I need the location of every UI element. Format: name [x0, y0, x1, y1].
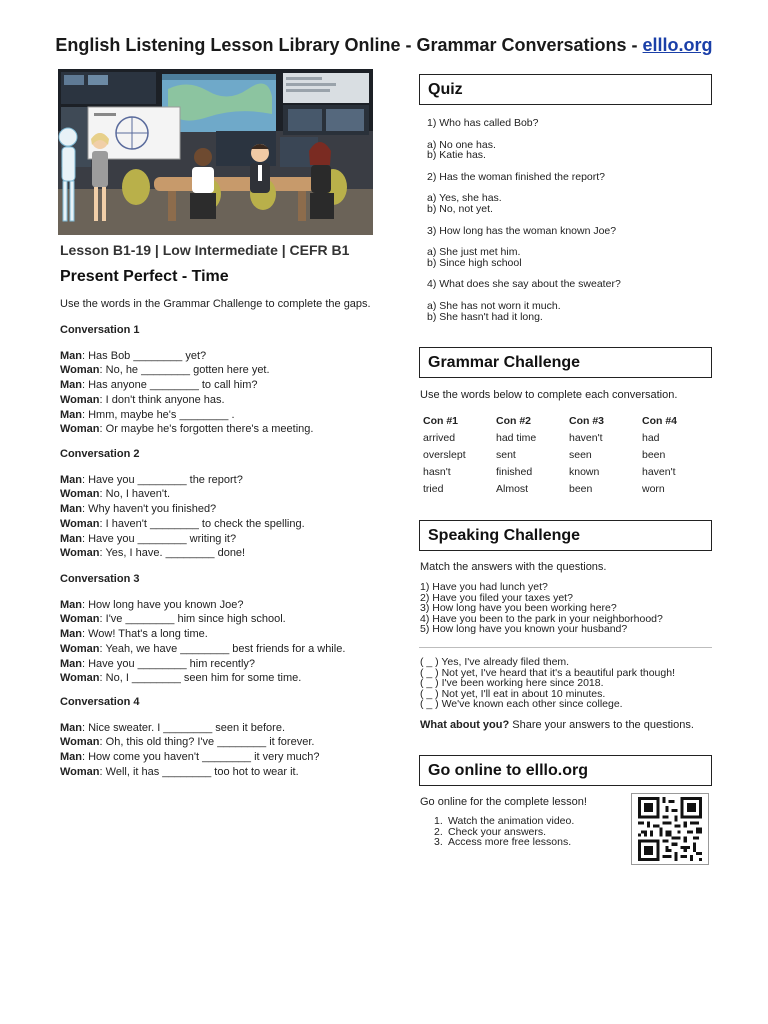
table-row	[423, 446, 715, 463]
table-header: Con #3	[569, 414, 605, 427]
quiz-question: 4) What does she say about the sweater?	[427, 278, 621, 291]
grammar-challenge-instruction: Use the words below to complete each conversation.	[420, 389, 678, 401]
conversation-line	[60, 408, 380, 423]
section-divider	[419, 647, 712, 648]
conversation-line	[60, 363, 380, 378]
grammar-word-table	[423, 412, 715, 497]
table-cell: been	[642, 448, 666, 461]
speaker: Man	[60, 598, 82, 611]
quiz-option: a) She has not worn it much.	[427, 299, 561, 312]
line-text: : No, I ________ seen him for some time.	[99, 672, 302, 685]
table-cell: worn	[642, 482, 665, 495]
conversation-line	[60, 765, 380, 780]
line-text: : I haven't ________ to check the spelling.	[99, 517, 305, 530]
line-text: : Have you ________ the report?	[82, 473, 243, 486]
what-about-you	[420, 719, 694, 731]
line-text: : Nice sweater. I ________ seen it before.	[82, 721, 286, 734]
quiz-question: 1) Who has called Bob?	[427, 117, 539, 129]
line-text: : Or maybe he's forgotten there's a meeting.	[99, 423, 314, 436]
table-header: Con #1	[423, 414, 459, 427]
table-row	[423, 480, 715, 497]
site-link[interactable]: elllo.org	[642, 35, 713, 55]
conversation-line	[60, 612, 380, 627]
speaker: Woman	[60, 736, 100, 749]
line-text: : Has anyone ________ to call him?	[82, 379, 258, 392]
speaking-answer: ( _ ) Not yet, I've heard that it's a beautiful park though!	[420, 666, 675, 679]
quiz-option: b) No, not yet.	[427, 202, 493, 215]
go-online-title: Go online to elllo.org	[419, 755, 712, 786]
line-text: : Oh, this old thing? I've ________ it forever.	[99, 736, 315, 749]
table-cell: seen	[569, 448, 592, 461]
table-header-row	[423, 412, 715, 429]
line-text: : Has Bob ________ yet?	[82, 349, 207, 362]
conversation-3	[60, 572, 380, 686]
table-cell: hasn't	[423, 465, 451, 478]
speaker: Man	[60, 349, 82, 362]
line-text: : Well, it has ________ too hot to wear it.	[99, 765, 299, 778]
quiz-question: 3) How long has the woman known Joe?	[427, 224, 617, 237]
conversation-heading: Conversation 1	[60, 324, 140, 336]
step-text: Watch the animation video.	[448, 815, 575, 827]
line-text: : How come you haven't ________ it very much?	[82, 751, 320, 764]
conversation-2	[60, 447, 380, 561]
line-text: : I don't think anyone has.	[99, 393, 225, 406]
speaking-question: 3) How long have you been working here?	[420, 602, 617, 615]
speaker: Man	[60, 473, 82, 486]
speaking-question: 2) Have you filed your taxes yet?	[420, 591, 573, 604]
line-text: : No, he ________ gotten here yet.	[99, 364, 270, 377]
list-item	[434, 836, 574, 849]
table-cell: overslept	[423, 448, 466, 461]
quiz-option: a) She just met him.	[427, 246, 521, 259]
what-about-you-bold: What about you?	[420, 719, 510, 731]
lesson-title: Present Perfect - Time	[60, 268, 229, 285]
table-cell: arrived	[423, 431, 456, 444]
line-text: : Why haven't you finished?	[82, 503, 217, 516]
speaker: Woman	[60, 672, 100, 685]
table-cell: haven't	[569, 431, 603, 444]
quiz-option: b) Since high school	[427, 256, 522, 269]
conversation-line	[60, 487, 380, 502]
speaking-question: 4) Have you been to the park in your neighborhood?	[420, 612, 663, 625]
conversation-1	[60, 323, 380, 437]
table-cell: known	[569, 465, 600, 478]
conversation-line	[60, 349, 380, 364]
line-text: : How long have you known Joe?	[82, 598, 244, 611]
line-text: : No, I haven't.	[99, 488, 171, 501]
table-cell: haven't	[642, 465, 676, 478]
table-cell: had	[642, 431, 660, 444]
line-text: : Wow! That's a long time.	[82, 628, 208, 641]
quiz-option: a) Yes, she has.	[427, 192, 502, 205]
conversation-line	[60, 532, 380, 547]
table-cell: sent	[496, 448, 516, 461]
speaker: Man	[60, 379, 82, 392]
line-text: : Have you ________ writing it?	[82, 532, 237, 545]
speaker: Man	[60, 408, 82, 421]
conversation-heading: Conversation 2	[60, 448, 140, 460]
conversation-line	[60, 671, 380, 686]
speaker: Man	[60, 657, 82, 670]
line-text: : Hmm, maybe he's ________ .	[82, 408, 235, 421]
conversation-line	[60, 422, 380, 437]
conversation-line	[60, 393, 380, 408]
table-header: Con #2	[496, 414, 532, 427]
table-cell: had time	[496, 431, 537, 444]
conversation-heading: Conversation 3	[60, 573, 140, 585]
table-cell: tried	[423, 482, 444, 495]
step-text: Check your answers.	[448, 825, 547, 838]
office-meeting-illustration	[58, 69, 373, 235]
quiz-list	[427, 118, 717, 333]
conversation-line	[60, 642, 380, 657]
speaking-answer: ( _ ) We've known each other since college.	[420, 698, 623, 711]
table-cell: Almost	[496, 482, 529, 495]
conversation-line	[60, 750, 380, 765]
go-online-steps	[434, 815, 575, 849]
speaker: Man	[60, 721, 82, 734]
speaker: Man	[60, 532, 82, 545]
step-number: 1.	[434, 815, 443, 827]
quiz-option: b) She hasn't had it long.	[427, 310, 543, 323]
page-title	[0, 35, 768, 56]
speaker: Woman	[60, 765, 100, 778]
table-row	[423, 463, 715, 480]
go-online-description: Go online for the complete lesson!	[420, 796, 587, 808]
conversation-line	[60, 378, 380, 393]
line-text: : Yeah, we have ________ best friends for a while.	[99, 642, 346, 655]
what-about-you-text: Share your answers to the questions.	[509, 719, 694, 731]
line-text: : Yes, I have. ________ done!	[99, 547, 246, 560]
quiz-option: b) Katie has.	[427, 149, 486, 162]
speaking-challenge-instruction: Match the answers with the questions.	[420, 561, 607, 573]
speaker: Woman	[60, 488, 100, 501]
speaker: Woman	[60, 393, 100, 406]
speaker: Woman	[60, 642, 100, 655]
speaking-question: 5) How long have you known your husband?	[420, 623, 628, 636]
quiz-options	[427, 301, 717, 322]
step-text: Access more free lessons.	[448, 836, 572, 849]
quiz-options	[427, 140, 717, 161]
table-cell: finished	[496, 465, 533, 478]
conversation-line	[60, 657, 380, 672]
speaker: Woman	[60, 364, 100, 377]
conversation-line	[60, 546, 380, 561]
speaker: Woman	[60, 423, 100, 436]
quiz-option: a) No one has.	[427, 138, 496, 151]
conversation-line	[60, 735, 380, 750]
step-number: 3.	[434, 836, 443, 849]
conversation-heading: Conversation 4	[60, 696, 140, 708]
conversation-line	[60, 598, 380, 613]
quiz-question: 2) Has the woman finished the report?	[427, 170, 606, 183]
speaking-question: 1) Have you had lunch yet?	[420, 581, 548, 593]
table-header: Con #4	[642, 414, 678, 427]
lesson-instruction: Use the words in the Grammar Challenge to complete the gaps.	[60, 298, 371, 310]
speaker: Man	[60, 751, 82, 764]
speaking-answer: ( _ ) Not yet, I'll eat in about 10 minutes.	[420, 687, 606, 700]
qr-code-icon[interactable]	[631, 793, 709, 865]
quiz-options	[427, 193, 717, 214]
conversation-line	[60, 517, 380, 532]
quiz-title: Quiz	[419, 74, 712, 105]
conversation-line	[60, 502, 380, 517]
quiz-options	[427, 247, 717, 268]
speaker: Man	[60, 503, 82, 516]
speaking-answer: ( _ ) Yes, I've already filed them.	[420, 656, 570, 668]
grammar-challenge-title: Grammar Challenge	[419, 347, 712, 378]
lesson-meta: Lesson B1-19 | Low Intermediate | CEFR B1	[60, 242, 350, 258]
table-cell: been	[569, 482, 593, 495]
conversation-line	[60, 721, 380, 736]
speaker: Woman	[60, 613, 100, 626]
speaker: Man	[60, 628, 82, 641]
conversation-line	[60, 473, 380, 488]
speaker: Woman	[60, 517, 100, 530]
table-row	[423, 429, 715, 446]
line-text: : I've ________ him since high school.	[99, 613, 286, 626]
page-title-text: English Listening Lesson Library Online - Grammar Conversations -	[55, 35, 643, 55]
conversation-4	[60, 695, 380, 780]
line-text: : Have you ________ him recently?	[82, 657, 256, 670]
step-number: 2.	[434, 825, 443, 838]
speaker: Woman	[60, 547, 100, 560]
conversation-line	[60, 627, 380, 642]
speaking-answers	[420, 657, 675, 710]
speaking-challenge-title: Speaking Challenge	[419, 520, 712, 551]
speaking-questions	[420, 582, 663, 635]
speaking-answer: ( _ ) I've been working here since 2018.	[420, 677, 604, 690]
